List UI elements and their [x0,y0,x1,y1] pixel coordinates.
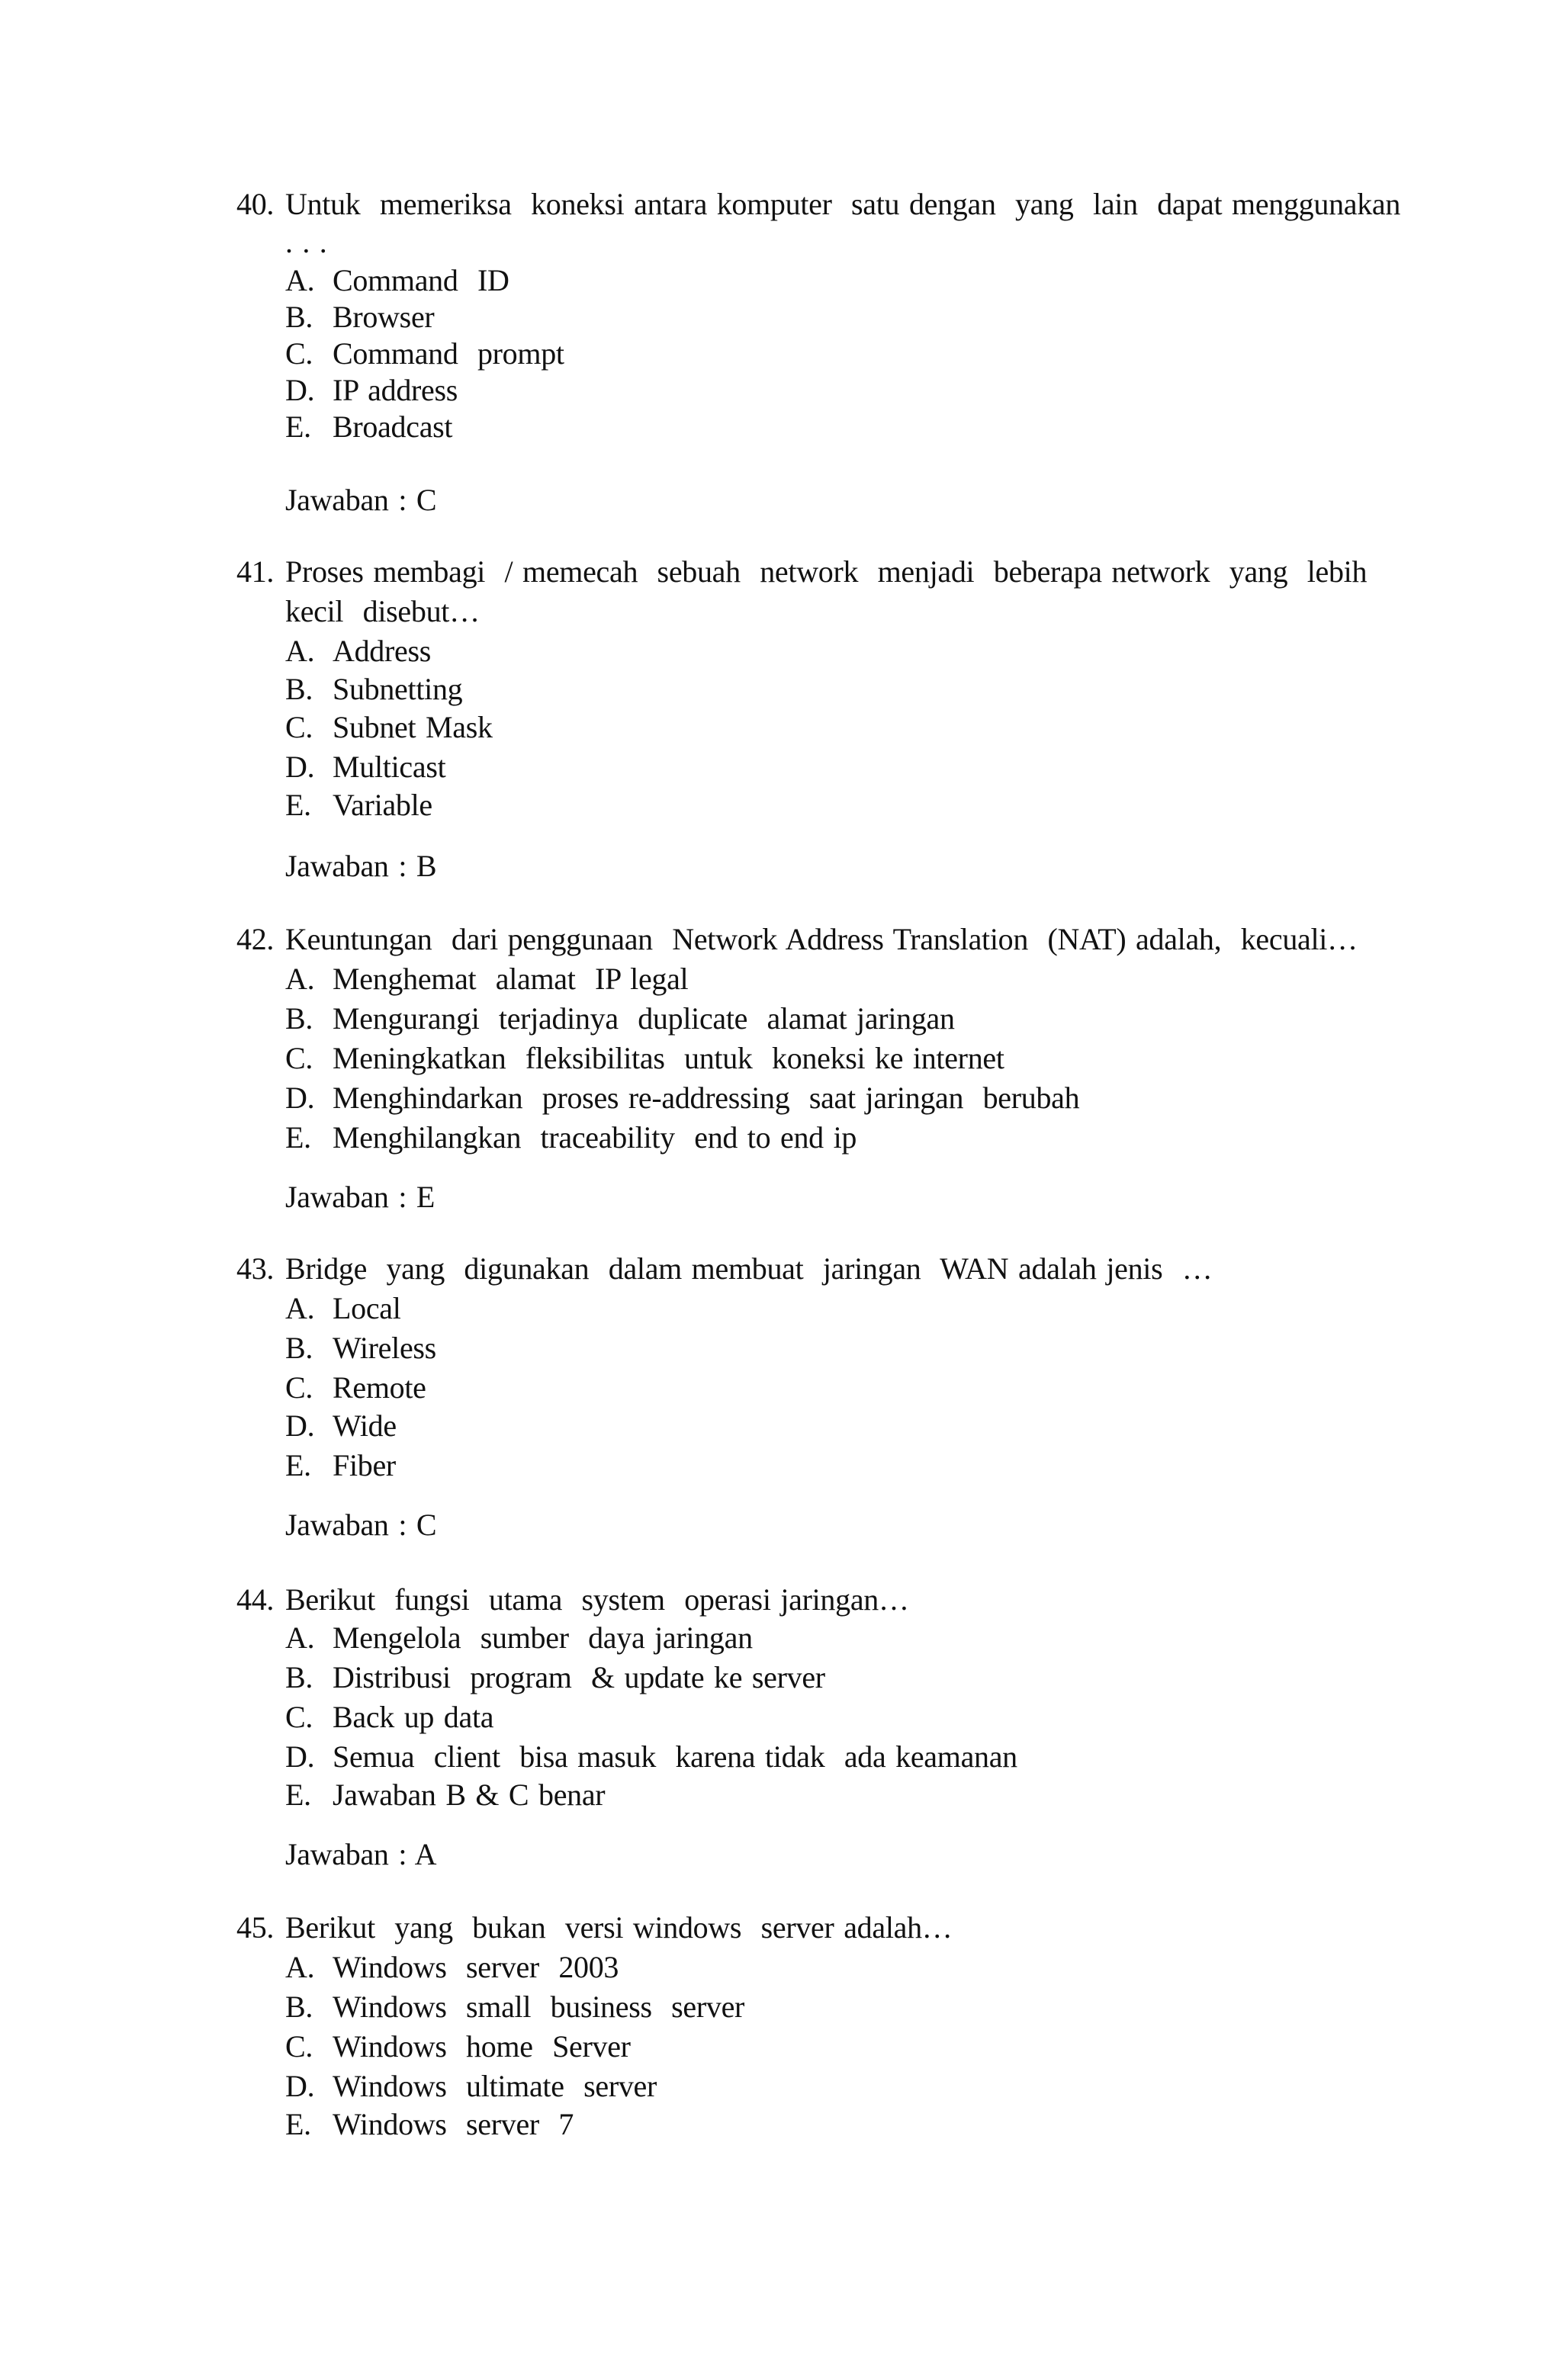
question-text: Proses membagi / memecah sebuah network menjadi beberapa network yang lebih [285,554,1368,589]
question-number: 45. [236,1910,275,1945]
option-letter: E. [285,1120,311,1155]
question-text: Berikut yang bukan versi windows server adalah… [285,1910,953,1945]
option-letter: B. [285,1001,313,1036]
option-text: Command ID [333,263,509,297]
option-text: Windows server 7 [333,2107,574,2141]
option-text: Remote [333,1370,426,1405]
question-text: . . . [285,225,327,259]
option-text: Windows server 2003 [333,1950,619,1984]
option-letter: D. [285,373,315,407]
option-letter: E. [285,410,311,444]
option-letter: B. [285,1990,313,2024]
option-text: Distribusi program & update ke server [333,1660,825,1694]
option-text: Mengelola sumber daya jaringan [333,1620,753,1655]
option-letter: B. [285,672,313,706]
option-letter: C. [285,1041,313,1075]
option-letter: D. [285,1408,315,1443]
option-letter: D. [285,1081,315,1115]
question-number: 42. [236,922,275,956]
option-text: Wide [333,1408,397,1443]
question-text: Keuntungan dari penggunaan Network Address Translation (NAT) adalah, kecuali… [285,922,1358,956]
option-letter: D. [285,1739,315,1774]
option-text: Menghindarkan proses re-addressing saat jaringan berubah [333,1081,1080,1115]
answer-key: Jawaban : E [285,1180,435,1214]
option-text: Windows ultimate server [333,2069,657,2103]
option-text: Windows home Server [333,2029,631,2064]
option-text: Variable [333,788,432,822]
option-letter: D. [285,2069,315,2103]
question-text: Berikut fungsi utama system operasi jaringan… [285,1582,909,1617]
option-text: Fiber [333,1448,396,1482]
option-letter: E. [285,2107,311,2141]
question-text: Untuk memeriksa koneksi antara komputer satu dengan yang lain dapat menggunakan [285,187,1401,221]
question-text: Bridge yang digunakan dalam membuat jaringan WAN adalah jenis … [285,1251,1213,1286]
option-letter: B. [285,300,313,334]
option-text: Semua client bisa masuk karena tidak ada keamanan [333,1739,1017,1774]
option-letter: C. [285,336,313,371]
option-text: Wireless [333,1331,436,1365]
option-text: Jawaban B & C benar [333,1778,606,1812]
option-letter: C. [285,710,313,744]
question-number: 41. [236,554,275,589]
option-letter: E. [285,1778,311,1812]
option-text: Mengurangi terjadinya duplicate alamat jaringan [333,1001,955,1036]
option-text: Local [333,1291,401,1325]
question-number: 40. [236,187,275,221]
option-letter: C. [285,1370,313,1405]
question-number: 44. [236,1582,275,1617]
question-text: kecil disebut… [285,594,480,628]
answer-key: Jawaban : A [285,1837,437,1871]
option-letter: B. [285,1331,313,1365]
option-letter: A. [285,1620,315,1655]
option-letter: A. [285,1291,315,1325]
option-letter: C. [285,1700,313,1734]
option-letter: E. [285,1448,311,1482]
option-letter: E. [285,788,311,822]
option-text: Meningkatkan fleksibilitas untuk koneksi ke internet [333,1041,1004,1075]
option-letter: B. [285,1660,313,1694]
answer-key: Jawaban : C [285,483,437,517]
option-text: Menghemat alamat IP legal [333,962,689,996]
option-text: Address [333,634,431,668]
option-letter: A. [285,634,315,668]
option-text: Subnetting [333,672,463,706]
option-text: Command prompt [333,336,564,371]
option-text: Subnet Mask [333,710,493,744]
option-text: Menghilangkan traceability end to end ip [333,1120,857,1155]
answer-key: Jawaban : C [285,1508,437,1542]
option-text: Back up data [333,1700,494,1734]
option-letter: A. [285,263,315,297]
option-text: Broadcast [333,410,453,444]
option-letter: D. [285,750,315,784]
option-text: Browser [333,300,435,334]
option-letter: C. [285,2029,313,2064]
option-letter: A. [285,962,315,996]
option-letter: A. [285,1950,315,1984]
option-text: IP address [333,373,458,407]
option-text: Multicast [333,750,446,784]
question-number: 43. [236,1251,275,1286]
option-text: Windows small business server [333,1990,745,2024]
answer-key: Jawaban : B [285,849,437,883]
